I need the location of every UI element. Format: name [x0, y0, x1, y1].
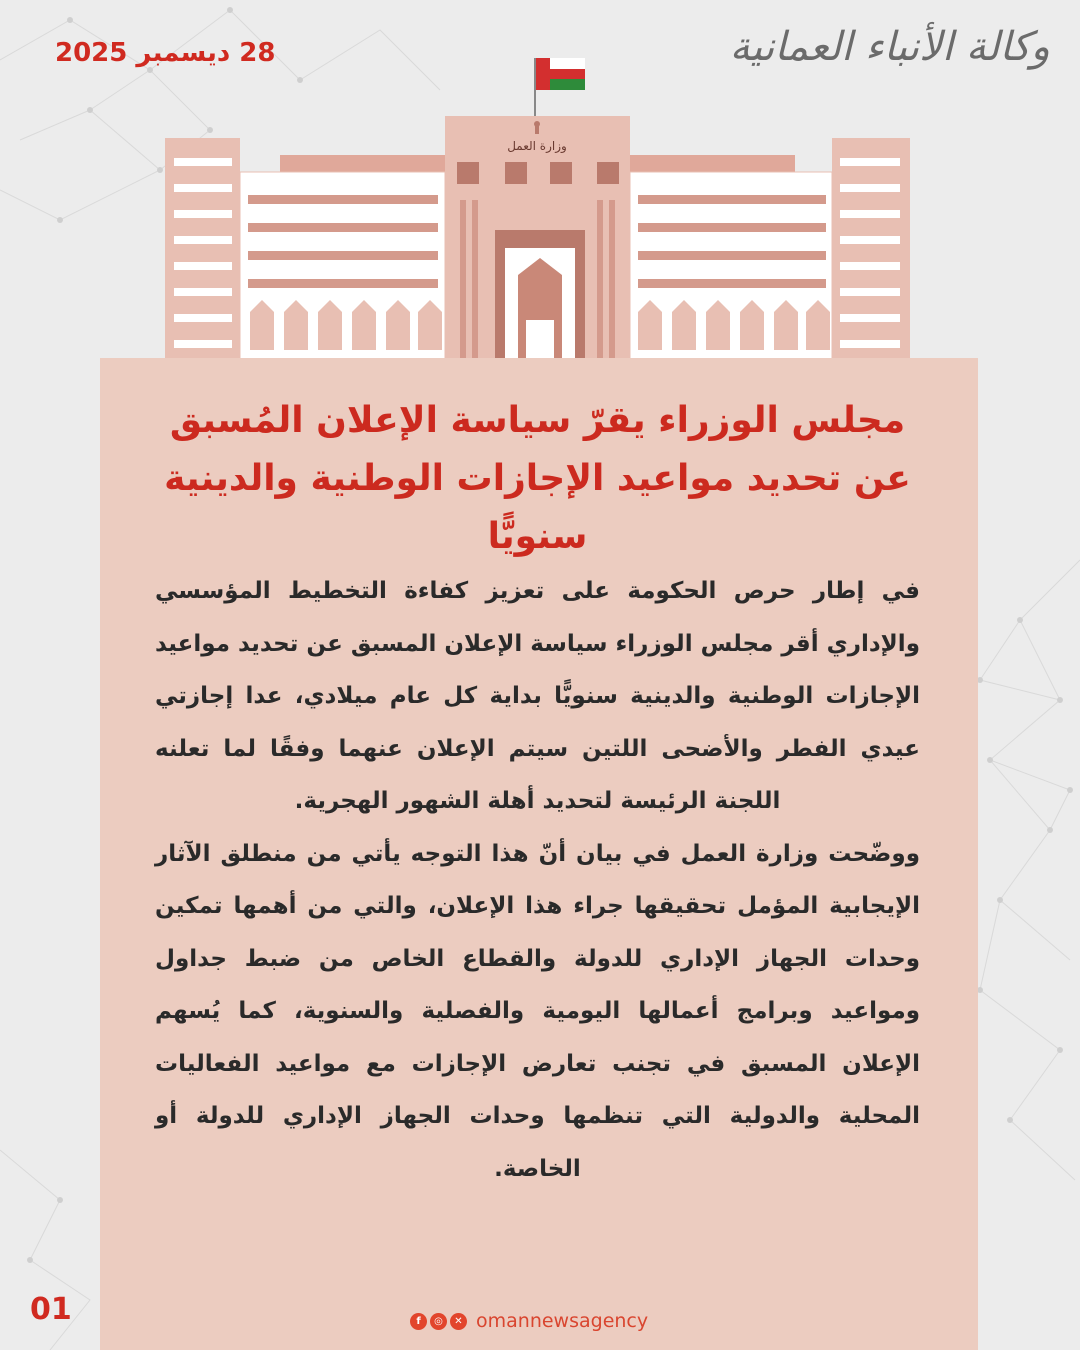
social-handle[interactable]: omannewsagency [476, 1310, 649, 1332]
building-sign: وزارة العمل [507, 139, 567, 153]
x-icon[interactable]: ✕ [450, 1313, 467, 1330]
ministry-building-illustration [160, 50, 920, 362]
agency-logo: وكالة الأنباء العمانية [729, 24, 1050, 70]
paragraph: ووضّحت وزارة العمل في بيان أنّ هذا التوجه يأتي من منطلق الآثار الإيجابية المؤمل تحقيقها جراء هذا الإعلان، والتي من أهمها تمكين وحدات الجهاز الإداري للدولة والقطاع الخاص من ضبط جداول ومواعيد وبرامج أعمالها اليومية والفصلية والسنوية، كما يُسهم الإعلان المسبق في تجنب تعارض الإجازات مع مواعيد الفعاليات المحلية والدولية التي تنظمها وحدات الجهاز الإداري للدولة أو الخاصة. [155, 840, 920, 1182]
article-body [155, 565, 920, 1195]
instagram-icon[interactable]: ◎ [430, 1313, 447, 1330]
facebook-icon[interactable]: f [410, 1313, 427, 1330]
page-number: 01 [30, 1292, 72, 1327]
oman-flag-icon [536, 58, 585, 90]
social-bar [410, 1310, 648, 1332]
headline: مجلس الوزراء يقرّ سياسة الإعلان المُسبق عن تحديد مواعيد الإجازات الوطنية والدينية سنويًّا [164, 400, 911, 557]
paragraph: في إطار حرص الحكومة على تعزيز كفاءة التخطيط المؤسسي والإداري أقر مجلس الوزراء سياسة الإعلان المسبق عن تحديد مواعيد الإجازات الوطنية والدينية سنويًّا بداية كل عام ميلادي، عدا إجازتي عيدي الفطر والأضحى اللتين سيتم الإعلان عنهما وفقًا لما تعلنه اللجنة الرئيسة لتحديد أهلة الشهور الهجرية. [155, 578, 920, 814]
publish-date: 28 ديسمبر 2025 [55, 38, 276, 68]
